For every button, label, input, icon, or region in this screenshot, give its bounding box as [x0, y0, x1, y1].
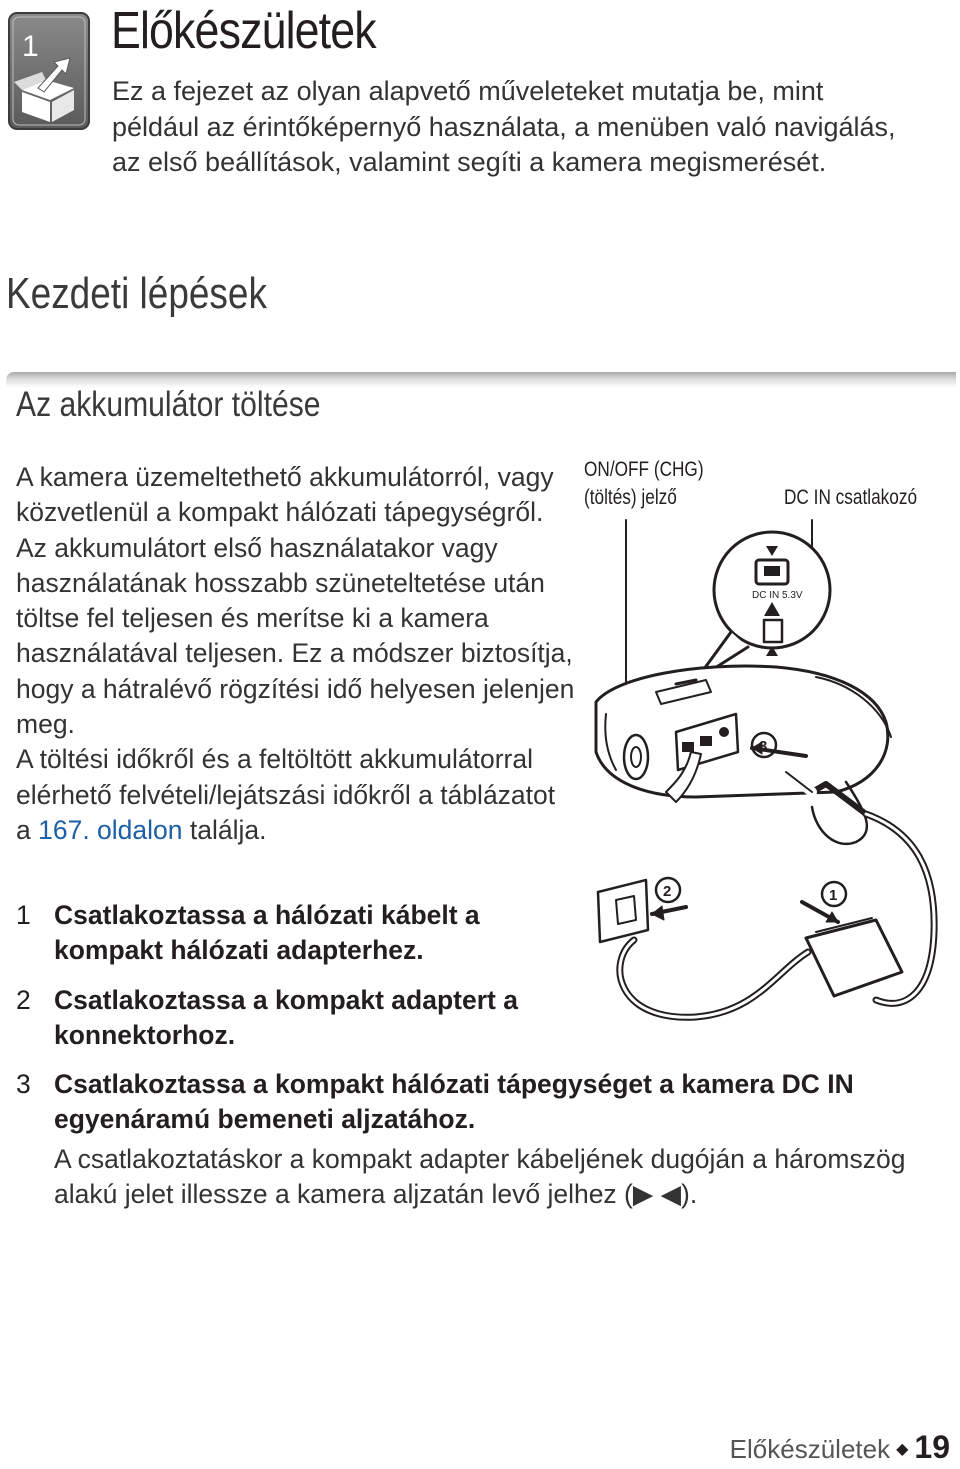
paragraph-1: A kamera üzemeltethető akkumulátorról, vagy közvetlenül a kompakt hálózati tápegységről. Az akkumulátort első használatakor vagy használatának hosszabb szüneteltetése után töltse fel teljesen és merítse ki a kamera használatával teljesen. Ez a módszer biztosítja, hogy a hátralévő rögzítési idő helyesen jelenjen meg.	[16, 462, 575, 740]
step-3	[16, 1067, 946, 1138]
step-text: Csatlakoztassa a kompakt adaptert a konnektorhoz.	[54, 984, 518, 1050]
page-link[interactable]: 167. oldalon	[38, 814, 183, 845]
indicator-label-line1: ON/OFF (CHG)	[584, 458, 704, 481]
step-note: A csatlakoztatáskor a kompakt adapter kábeljének dugóján a háromszög alakú jelet illessze a kamera aljzatán levő jelhez (▶ ◀).	[54, 1143, 906, 1210]
marker-3: 3	[759, 738, 768, 755]
body-text	[16, 460, 576, 848]
diamond-icon: ◆	[896, 1441, 909, 1458]
step-text: Csatlakoztassa a hálózati kábelt a kompakt hálózati adapterhez.	[54, 900, 480, 966]
step-2	[16, 983, 594, 1054]
step-number: 2	[16, 984, 31, 1015]
camera-illustration	[576, 452, 954, 1052]
section-title: Kezdeti lépések	[6, 269, 267, 318]
page-number: 19	[914, 1429, 950, 1465]
step-1	[16, 898, 594, 969]
marker-2: 2	[663, 883, 672, 900]
dc-in-label: DC IN csatlakozó	[784, 486, 918, 509]
step-number: 3	[16, 1069, 31, 1100]
socket-label: DC IN 5.3V	[752, 590, 803, 601]
footer-section: Előkészületek	[729, 1434, 891, 1464]
step-text: Csatlakoztassa a kompakt hálózati tápegységet a kamera DC IN egyenáramú bemeneti aljzatához.	[54, 1069, 854, 1135]
paragraph-2-text: A töltési időkről és a feltöltött akkumulátorral elérhető felvételi/lejátszási időkről a táblázatot a	[16, 744, 556, 845]
box-with-arrow-icon	[8, 12, 90, 130]
chapter-number: 1	[22, 30, 39, 63]
marker-1: 1	[829, 887, 838, 904]
step-number: 1	[16, 900, 31, 930]
chapter-intro: Ez a fejezet az olyan alapvető műveleteket mutatja be, mint például az érintőképernyő használata, a menüben való navigálás, az első beállítások, valamint segíti a kamera megismerését.	[112, 76, 896, 177]
paragraph-2-end: találja.	[182, 814, 267, 845]
subsection-title: Az akkumulátor töltése	[16, 385, 321, 424]
charging-diagram	[576, 452, 954, 1052]
chapter-icon-box	[8, 12, 90, 130]
indicator-label-line2: (töltés) jelző	[584, 486, 677, 509]
chapter-title: Előkészületek	[111, 2, 376, 60]
page-footer	[730, 1430, 950, 1467]
paragraph-2	[16, 742, 576, 848]
